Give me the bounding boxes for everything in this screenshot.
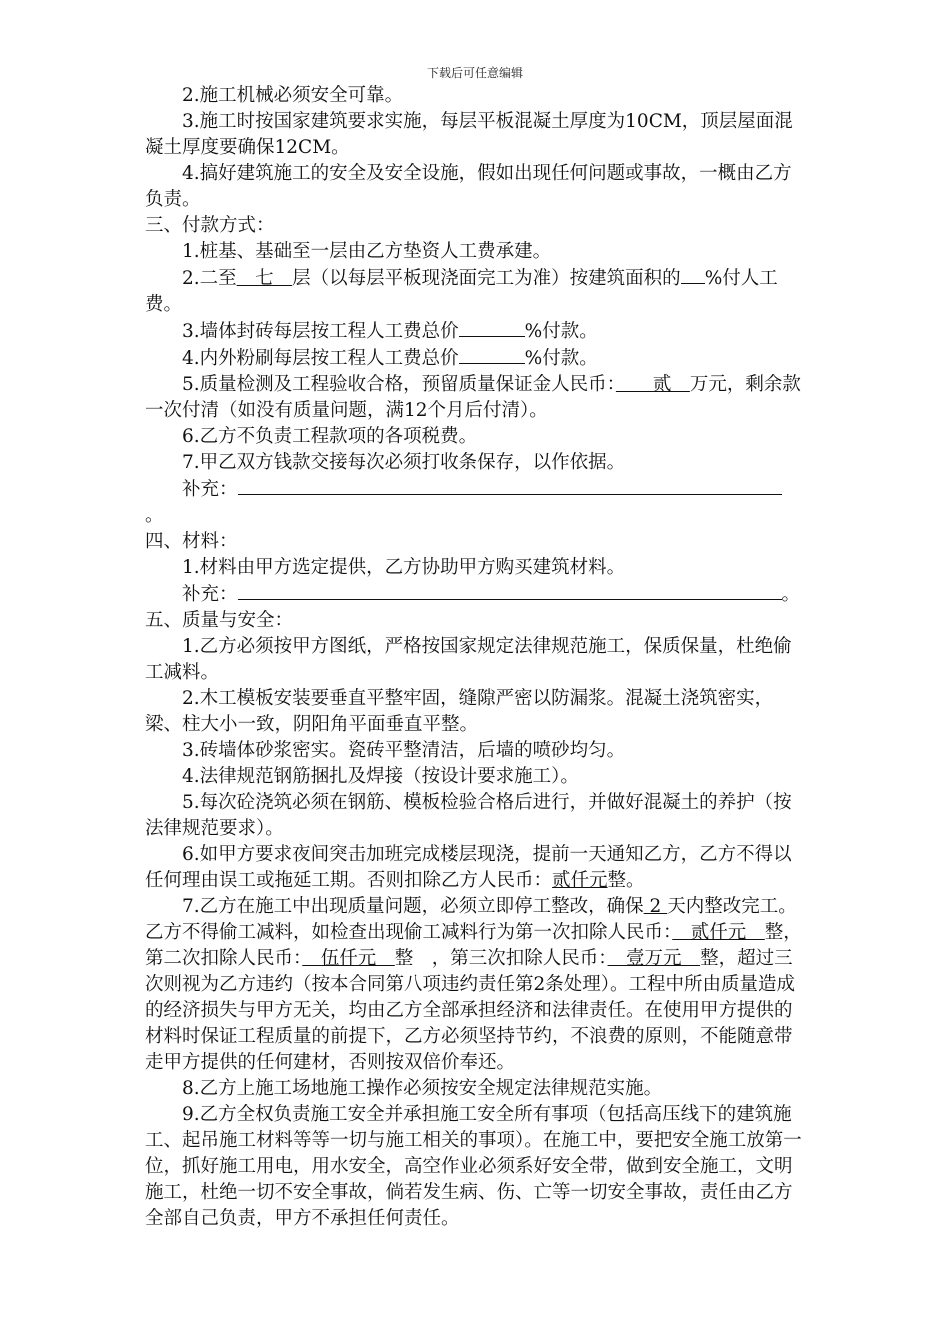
clause-5-5: 5.每次砼浇筑必须在钢筋、模板检验合格后进行，并做好混凝土的养护（按法律规范要求）。 — [145, 792, 792, 839]
overtime-penalty-field: 贰仟元 — [552, 870, 608, 891]
clause-2-2: 2.施工机械必须安全可靠。 — [182, 85, 404, 106]
first-penalty-field: 贰仟元 — [672, 922, 765, 943]
third-penalty-field: 壹万元 — [607, 948, 701, 969]
section-3-title: 三、付款方式： — [145, 215, 275, 236]
floor-count-field: 七 — [236, 268, 293, 289]
clause-3-6: 6.乙方不负责工程款项的各项税费。 — [182, 426, 478, 447]
clause-5-2: 2.木工模板安装要垂直平整牢固，缝隙严密以防漏浆。混凝土浇筑密实，梁、柱大小一致，阴阳角平面垂直平整。 — [145, 688, 774, 735]
clause-3-4: 4.内外粉刷每层按工程人工费总价 %付款。 — [145, 345, 805, 372]
clause-4-supplement: 补充： 。 — [145, 581, 805, 608]
clause-5-6: 6.如甲方要求夜间突击加班完成楼层现浇，提前一天通知乙方，乙方不得以任何理由误工或拖延工期。否则扣除乙方人民币：贰仟元整。 — [145, 844, 792, 891]
clause-3-1: 1.桩基、基础至一层由乙方垫资人工费承建。 — [182, 241, 552, 262]
clause-5-9: 9.乙方全权负责施工安全并承担施工安全所有事项（包括高压线下的建筑施工、起吊施工材料等等一切与施工相关的事项）。在施工中，要把安全施工放第一位，抓好施工用电，用水安全，高空作业必须系好安全带，做到安全施工，文明施工，杜绝一切不安全事故，倘若发生病、伤、亡等一切安全事故，责任由乙方全部自己负责，甲方不承担任何责任。 — [145, 1104, 802, 1229]
clause-3-5: 5.质量检测及工程验收合格，预留质量保证金人民币： 贰 万元，剩余款一次付清（如没有质量问题，满12个月后付清）。 — [145, 374, 801, 421]
clause-3-3: 3.墙体封砖每层按工程人工费总价 %付款。 — [145, 318, 805, 345]
supplement-blank-3 — [238, 476, 782, 495]
clause-5-3: 3.砖墙体砂浆密实。瓷砖平整清洁，后墙的喷砂均匀。 — [182, 740, 626, 761]
clause-2-4: 4.搞好建筑施工的安全及安全设施，假如出现任何问题或事故，一概由乙方负责。 — [145, 163, 792, 210]
clause-5-7: 7.乙方在施工中出现质量问题，必须立即停工整改，确保 2 天内整改完工。乙方不得偷工减料，如检查出现偷工减料行为第一次扣除人民币： 贰仟元 整，第二次扣除人民币： 伍仟元 整 ，第三次扣除人民币： 壹万元 整，超过三次则视为乙方违约（按本合同第八项违约责任第2条处理）。工程中所由质量造成的经济损失与甲方无关，均由乙方全部承担经济和法律责任。在使用甲方提供的材料时保证工程质量的前提下，乙方必须坚持节约，不浪费的原则，不能随意带走甲方提供的任何建材，否则按双倍价奉还。 — [145, 896, 802, 1073]
brick-percent-blank — [459, 318, 525, 337]
clause-3-supplement-end: 。 — [145, 505, 164, 526]
clause-5-4: 4.法律规范钢筋捆扎及焊接（按设计要求施工）。 — [182, 766, 579, 787]
clause-4-1: 1.材料由甲方选定提供，乙方协助甲方购买建筑材料。 — [182, 557, 626, 578]
clause-2-3: 3.施工时按国家建筑要求实施，每层平板混凝土厚度为10CM，顶层屋面混凝土厚度要确保12CM。 — [145, 111, 793, 158]
guarantee-amount-field: 贰 — [615, 374, 690, 395]
clause-3-supplement: 补充： — [145, 476, 805, 503]
plaster-percent-blank — [459, 345, 525, 364]
clause-5-8: 8.乙方上施工场地施工操作必须按安全规定法律规范实施。 — [182, 1078, 663, 1099]
clause-5-1: 1.乙方必须按甲方图纸，严格按国家规定法律规范施工，保质保量，杜绝偷工减料。 — [145, 636, 792, 683]
clause-3-7: 7.甲乙双方钱款交接每次必须打收条保存，以作依据。 — [182, 452, 626, 473]
rectify-days-field: 2 — [643, 896, 668, 917]
supplement-blank-4 — [238, 581, 782, 600]
area-percent-blank — [681, 265, 705, 284]
second-penalty-field: 伍仟元 — [302, 948, 395, 969]
section-4-title: 四、材料： — [145, 531, 238, 552]
section-5-title: 五、质量与安全： — [145, 610, 294, 631]
page-header: 下载后可任意编辑 — [426, 66, 523, 80]
contract-body — [145, 83, 805, 1232]
clause-3-2: 2.二至 七 层（以每层平板现浇面完工为准）按建筑面积的 %付人工费。 — [145, 265, 805, 318]
